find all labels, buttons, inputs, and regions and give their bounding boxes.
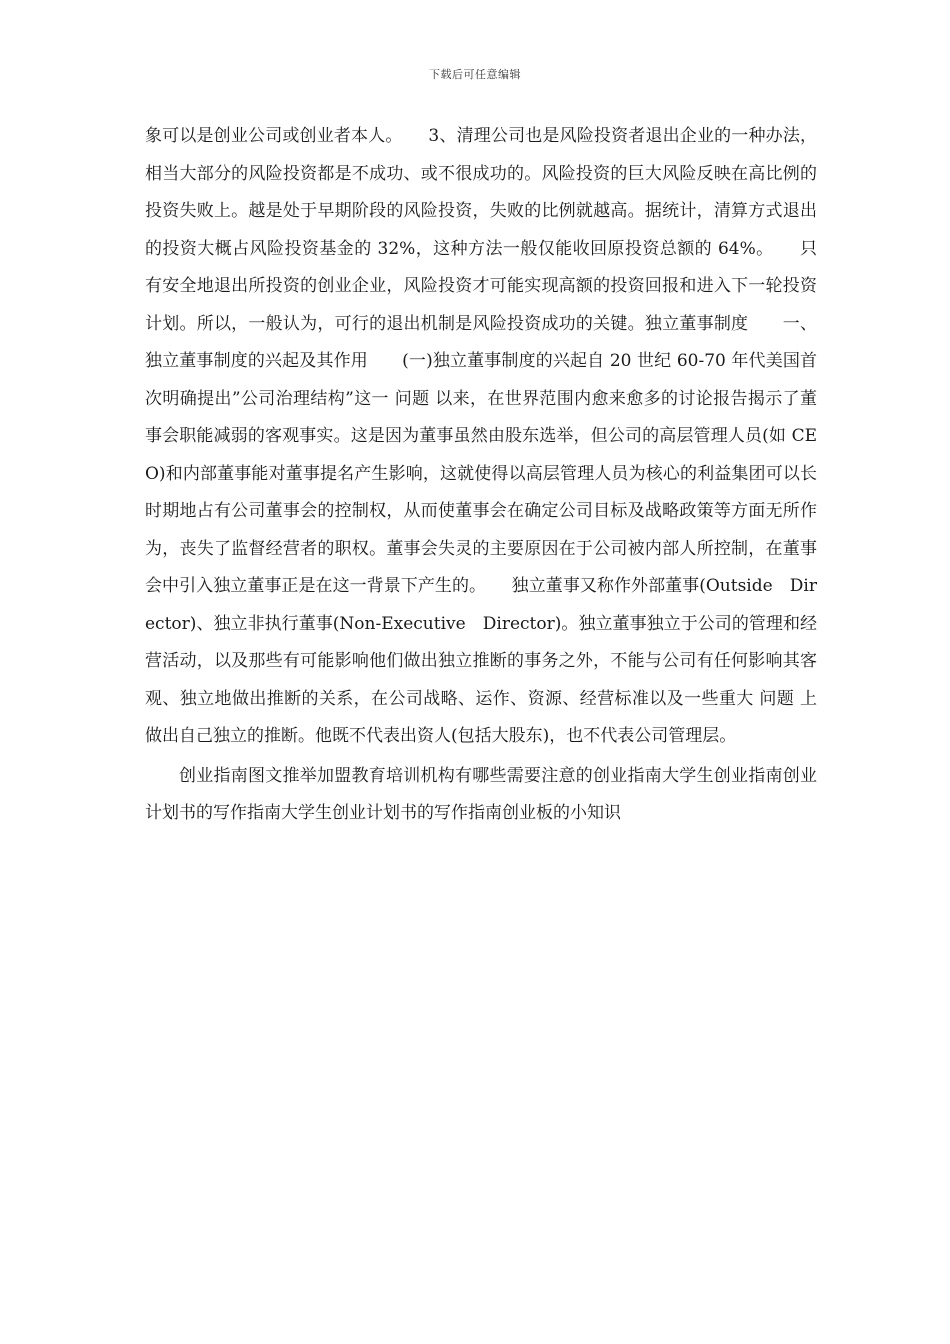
body-paragraph: 创业指南图文推举加盟教育培训机构有哪些需要注意的创业指南大学生创业指南创业计划书的写作指南大学生创业计划书的写作指南创业板的小知识 xyxy=(145,765,817,823)
body-paragraph: 象可以是创业公司或创业者本人。 3、清理公司也是风险投资者退出企业的一种办法，相当大部分的风险投资都是不成功、或不很成功的。风险投资的巨大风险反映在高比例的投资失败上。越是处于早期阶段的风险投资，失败的比例就越高。据统计，清算方式退出的投资大概占风险投资基金的 32%，这种方法一般仅能收回原投资总额的 64%。 只有安全地退出所投资的创业企业，风险投资才可能实现高额的投资回报和进入下一轮投资计划。所以，一般认为，可行的退出机制是风险投资成功的关键。独立董事制度 一、独立董事制度的兴起及其作用 (一)独立董事制度的兴起自 20 世纪 60-70 年代美国首次明确提出”公司治理结构”这一 问题 以来，在世界范围内愈来愈多的讨论报告揭示了董事会职能减弱的客观事实。这是因为董事虽然由股东选举，但公司的高层管理人员(如 CEO)和内部董事能对董事提名产生影响，这就使得以高层管理人员为核心的利益集团可以长时期地占有公司董事会的控制权，从而使董事会在确定公司目标及战略政策等方面无所作为，丧失了监督经营者的职权。董事会失灵的主要原因在于公司被内部人所控制，在董事会中引入独立董事正是在这一背景下产生的。 独立董事又称作外部董事(Outside Director)、独立非执行董事(Non-Executive Director)。独立董事独立于公司的管理和经营活动，以及那些有可能影响他们做出独立推断的事务之外，不能与公司有任何影响其客观、独立地做出推断的关系，在公司战略、运作、资源、经营标准以及一些重大 问题 上做出自己独立的推断。他既不代表出资人(包括大股东)，也不代表公司管理层。 xyxy=(145,126,817,746)
page-header-note: 下载后可任意编辑 xyxy=(429,68,521,81)
document-body xyxy=(145,118,817,833)
